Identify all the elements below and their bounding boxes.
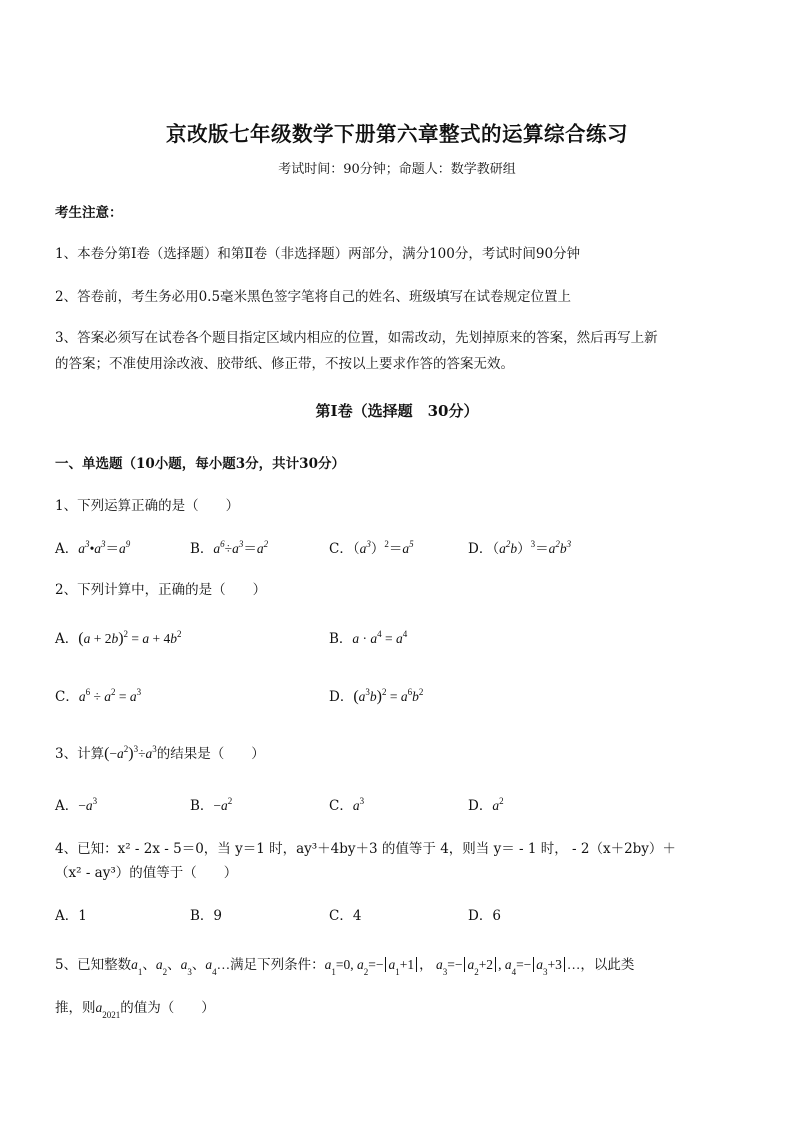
page-title: 京改版七年级数学下册第六章整式的运算综合练习 (166, 122, 628, 146)
q2-stem: 2、下列计算中，正确的是（ ） (55, 582, 267, 598)
q4-option-a: A．1 (55, 908, 87, 924)
q4-option-b: B．9 (190, 908, 223, 924)
q4-stem-line2: （x² - ay³）的值等于（ ） (55, 865, 238, 881)
q1-option-a: A．$a^3•a^3=a^9$ (55, 538, 131, 557)
q2-option-a: A．$(a + 2b)^2 = a + 4b^2$ (55, 628, 182, 647)
section-title: 第Ⅰ卷（选择题 30分） (315, 402, 479, 420)
q4-option-d: D．6 (468, 908, 501, 924)
notice-item-3-cont: 的答案；不准使用涂改液、胶带纸、修正带，不按以上要求作答的答案无效。 (55, 356, 514, 372)
q1-stem: 1、下列运算正确的是（ ） (55, 498, 240, 514)
page-subtitle: 考试时间：90分钟；命题人：数学教研组 (278, 162, 516, 177)
notice-item-3: 3、答案必须写在试卷各个题目指定区域内相应的位置，如需改动，先划掉原来的答案，然后再写上新 (55, 330, 658, 346)
q3-option-d: D．$a^2$ (468, 795, 504, 814)
q2-option-d: D．$(a^3b)^2 = a^6b^2$ (329, 686, 424, 705)
q1-option-c: C．$(a^3)^2=a^5$ (329, 538, 414, 557)
q5-stem-line1: 5、已知整数$a_1$、$a_2$、$a_3$、$a_4\dots$满足下列条件：$a_1=0$, $a_2=- a_1+1$ ， $a_3=- a_2+2$ , $a_4=- a_3+3$ …，以此类 (55, 957, 635, 977)
q2-option-b: B．$a \cdot a^4 = a^4$ (329, 628, 408, 647)
q3-option-a: A．$-a^3$ (55, 795, 98, 814)
q1-option-d: D．$(a^2b)^3=a^2b^3$ (468, 538, 572, 557)
notice-item-2: 2、答卷前，考生务必用0.5毫米黑色签字笔将自己的姓名、班级填写在试卷规定位置上 (55, 289, 572, 305)
notice-item-1: 1、本卷分第Ⅰ卷（选择题）和第Ⅱ卷（非选择题）两部分，满分100分，考试时间90分钟 (55, 246, 581, 262)
q5-stem-line2: 推，则$a_{2021}$的值为（ ） (55, 1000, 215, 1020)
q4-stem-line1: 4、已知：x² - 2x - 5＝0，当 y＝1 时，ay³＋4by＋3 的值等于 4，则当 y＝ - 1 时， - 2（x＋2by）＋ (55, 841, 676, 857)
q3-option-c: C．$a^3$ (329, 795, 365, 814)
notice-heading: 考生注意： (55, 205, 123, 221)
part-title: 一、单选题（10小题，每小题3分，共计30分） (55, 456, 345, 472)
q1-option-b: B．$a^6\div a^3=a^2$ (190, 538, 269, 557)
q2-option-c: C．$a^6 \div a^2 = a^3$ (55, 686, 142, 705)
q3-option-b: B．$-a^2$ (190, 795, 233, 814)
q3-stem: 3、计算$(-a^2)^3\div a^3$的结果是（ ） (55, 743, 265, 762)
q4-option-c: C．4 (329, 908, 362, 924)
